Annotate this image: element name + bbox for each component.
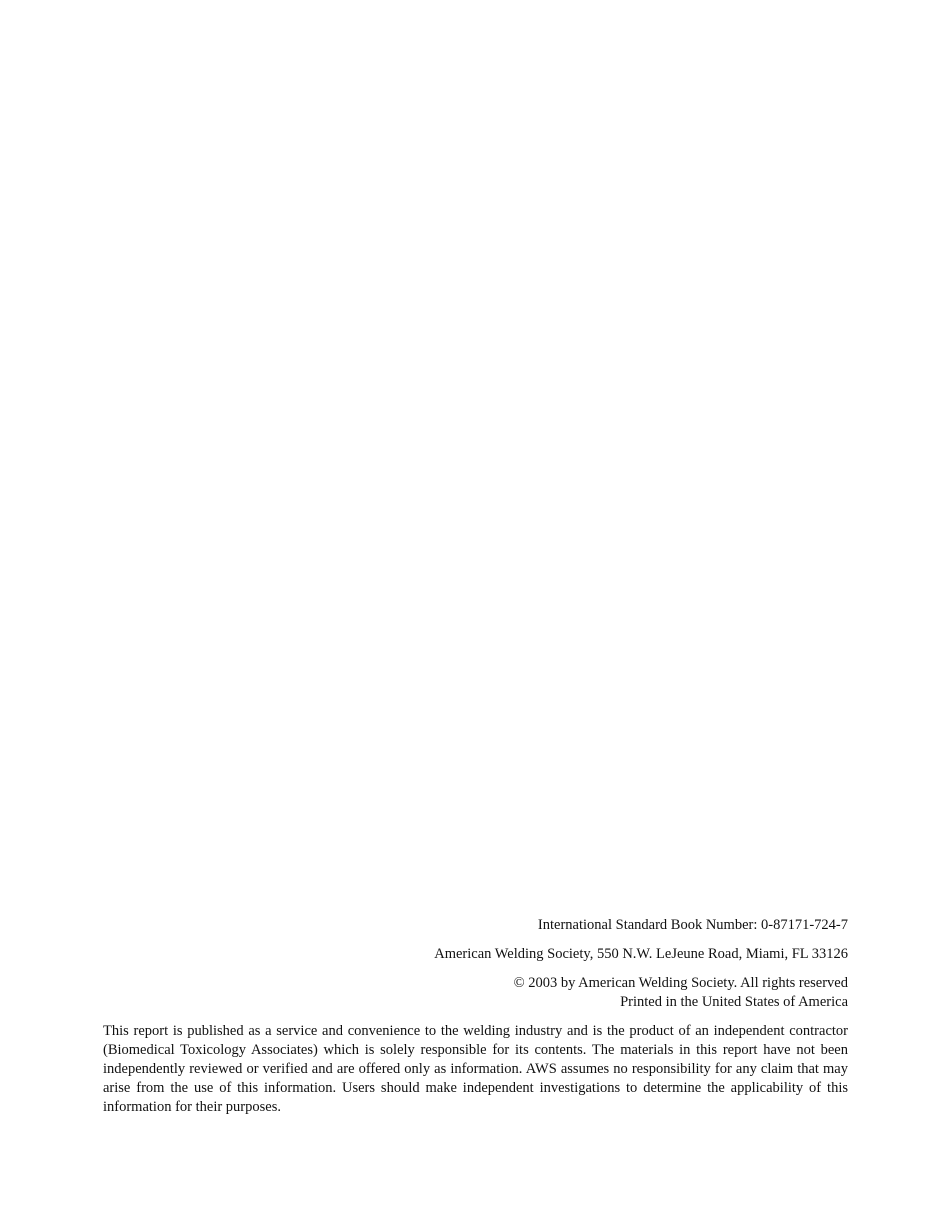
copyright-line: © 2003 by American Welding Society. All rights reserved	[513, 975, 848, 991]
copyright-block	[103, 974, 848, 1012]
isbn-line: International Standard Book Number: 0-87171-724-7	[537, 917, 848, 933]
colophon	[103, 916, 848, 1117]
printed-line: Printed in the United States of America	[620, 994, 848, 1010]
publisher-address: American Welding Society, 550 N.W. LeJeune Road, Miami, FL 33126	[434, 946, 848, 962]
disclaimer-paragraph: This report is published as a service and convenience to the welding industry and is the product of an independent contractor (Biomedical Toxicology Associates) which is solely responsible for its contents. The materials in this report have not been independently reviewed or verified and are offered only as information. AWS assumes no responsibility for any claim that may arise from the use of this information. Users should make independent investigations to determine the applicability of this information for their purposes.	[103, 1023, 848, 1115]
